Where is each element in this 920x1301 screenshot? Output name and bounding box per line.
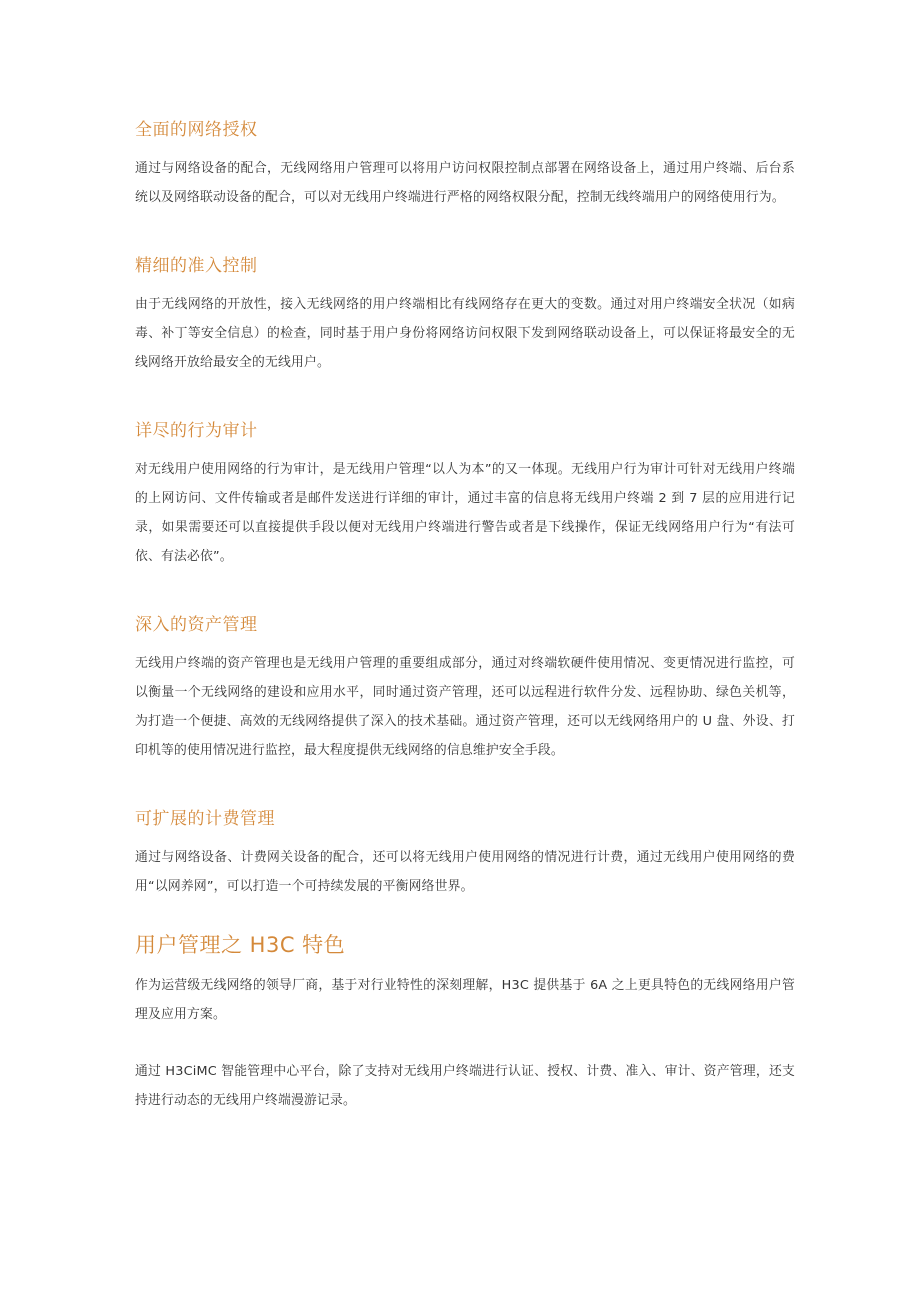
feature-title: 用户管理之 H3C 特色	[135, 933, 346, 957]
section-paragraph: 通过与网络设备、计费网关设备的配合，还可以将无线用户使用网络的情况进行计费，通过无线用户使用网络的费用“以网养网”，可以打造一个可持续发展的平衡网络世界。	[135, 850, 795, 894]
document-page	[135, 116, 795, 1155]
section-paragraph: 通过与网络设备的配合，无线网络用户管理可以将用户访问权限控制点部署在网络设备上，通过用户终端、后台系统以及网络联动设备的配合，可以对无线用户终端进行严格的网络权限分配，控制无线终端用户的网络使用行为。	[135, 161, 795, 205]
section-title: 精细的准入控制	[135, 256, 258, 276]
section-title: 详尽的行为审计	[135, 421, 258, 441]
section-paragraph: 对无线用户使用网络的行为审计，是无线用户管理“以人为本”的又一体现。无线用户行为审计可针对无线用户终端的上网访问、文件传输或者是邮件发送进行详细的审计，通过丰富的信息将无线用户终端 2 到 7 层的应用进行记录，如果需要还可以直接提供手段以便对无线用户终端进行警告或者是下线操作，保证无线网络用户行为“有法可依、有法必依”。	[135, 462, 795, 564]
section-title: 可扩展的计费管理	[135, 809, 275, 829]
section-title: 深入的资产管理	[135, 615, 258, 635]
section-access-control	[135, 252, 795, 377]
section-network-authorization	[135, 116, 795, 212]
section-title: 全面的网络授权	[135, 120, 258, 140]
feature-paragraph-2: 通过 H3CiMC 智能管理中心平台，除了支持对无线用户终端进行认证、授权、计费、准入、审计、资产管理，还支持进行动态的无线用户终端漫游记录。	[135, 1064, 795, 1108]
section-h3c-features	[135, 929, 795, 1115]
feature-paragraph-1: 作为运营级无线网络的领导厂商，基于对行业特性的深刻理解，H3C 提供基于 6A 之上更具特色的无线网络用户管理及应用方案。	[135, 978, 795, 1022]
section-paragraph: 由于无线网络的开放性，接入无线网络的用户终端相比有线网络存在更大的变数。通过对用户终端安全状况（如病毒、补丁等安全信息）的检查，同时基于用户身份将网络访问权限下发到网络联动设备上，可以保证将最安全的无线网络开放给最安全的无线用户。	[135, 297, 795, 370]
section-behavior-audit	[135, 417, 795, 571]
section-paragraph: 无线用户终端的资产管理也是无线用户管理的重要组成部分，通过对终端软硬件使用情况、变更情况进行监控，可以衡量一个无线网络的建设和应用水平，同时通过资产管理，还可以远程进行软件分发、远程协助、绿色关机等，为打造一个便捷、高效的无线网络提供了深入的技术基础。通过资产管理，还可以无线网络用户的 U 盘、外设、打印机等的使用情况进行监控，最大程度提供无线网络的信息维护安全手段。	[135, 656, 795, 758]
section-asset-management	[135, 611, 795, 765]
section-billing-management	[135, 805, 795, 901]
